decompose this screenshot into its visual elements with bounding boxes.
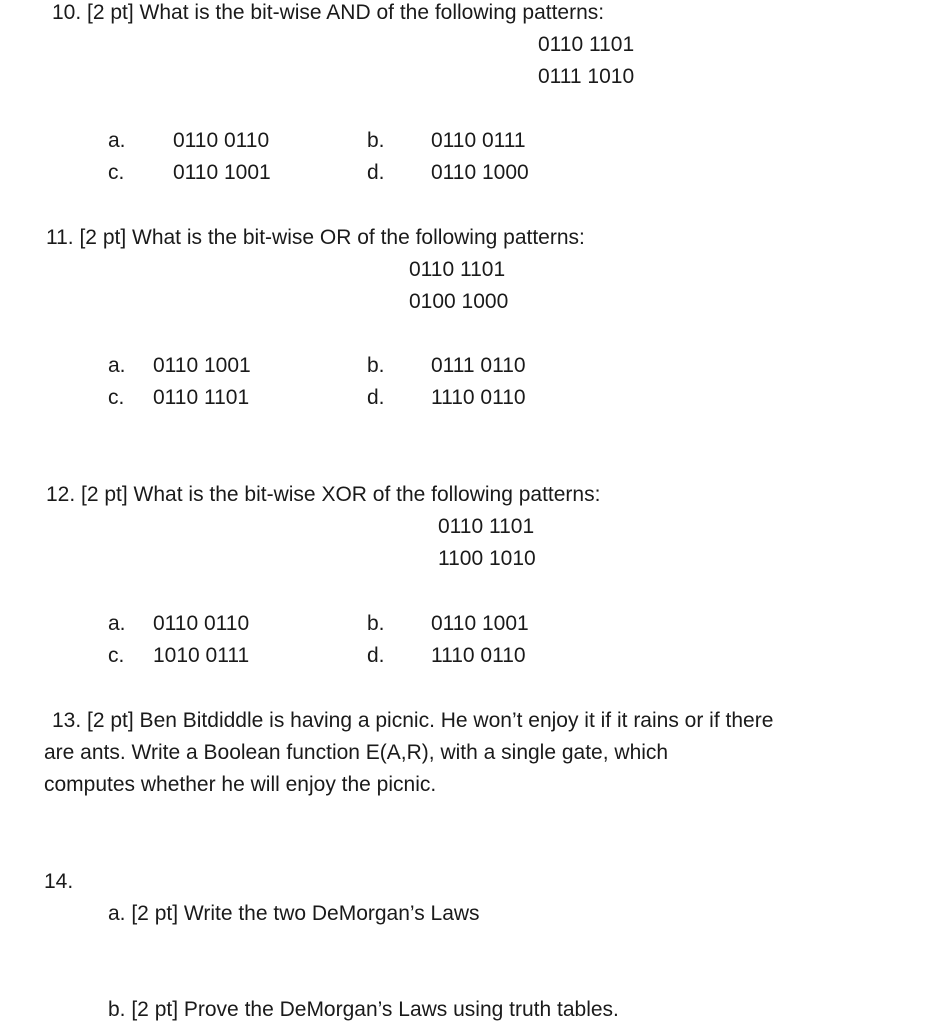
- q10-option-c-value: 0110 1001: [173, 161, 271, 184]
- q10-option-d-value: 0110 1000: [431, 161, 529, 184]
- q11-prompt: 11. [2 pt] What is the bit-wise OR of the following patterns:: [46, 226, 585, 249]
- q10-option-a-letter: a.: [108, 129, 126, 152]
- q11-option-b-letter: b.: [367, 354, 385, 377]
- q10-operand-1: 0110 1101: [538, 33, 635, 56]
- q10-option-d-letter: d.: [367, 161, 385, 184]
- q12-prompt: 12. [2 pt] What is the bit-wise XOR of the following patterns:: [46, 483, 601, 506]
- q11-operand-1: 0110 1101: [409, 258, 506, 281]
- q12-operand-1: 0110 1101: [438, 515, 535, 538]
- q12-option-c-letter: c.: [108, 644, 125, 667]
- q10-option-c-letter: c.: [108, 161, 125, 184]
- q12-option-b-letter: b.: [367, 612, 385, 635]
- q12-option-d-value: 1110 0110: [431, 644, 526, 667]
- q12-operand-2: 1100 1010: [438, 547, 536, 570]
- q11-option-b-value: 0111 0110: [431, 354, 526, 377]
- q10-option-a-value: 0110 0110: [173, 129, 270, 152]
- q11-option-a-letter: a.: [108, 354, 126, 377]
- q12-option-a-letter: a.: [108, 612, 126, 635]
- q10-prompt: 10. [2 pt] What is the bit-wise AND of the following patterns:: [52, 1, 605, 24]
- q14-number: 14.: [44, 870, 74, 893]
- q10-operand-2: 0111 1010: [538, 65, 635, 88]
- q11-operand-2: 0100 1000: [409, 290, 509, 313]
- q11-option-a-value: 0110 1001: [153, 354, 251, 377]
- q13-line-3: computes whether he will enjoy the picnic.: [44, 773, 437, 796]
- q11-option-d-letter: d.: [367, 386, 385, 409]
- q12-option-b-value: 0110 1001: [431, 612, 529, 635]
- q10-option-b-letter: b.: [367, 129, 385, 152]
- q10-option-b-value: 0110 0111: [431, 129, 526, 152]
- q12-option-d-letter: d.: [367, 644, 385, 667]
- q11-option-c-value: 0110 1101: [153, 386, 250, 409]
- q11-option-c-letter: c.: [108, 386, 125, 409]
- q12-option-a-value: 0110 0110: [153, 612, 250, 635]
- q12-option-c-value: 1010 0111: [153, 644, 250, 667]
- q11-option-d-value: 1110 0110: [431, 386, 526, 409]
- q13-line-2: are ants. Write a Boolean function E(A,R), with a single gate, which: [44, 741, 669, 764]
- q13-line-1: 13. [2 pt] Ben Bitdiddle is having a picnic. He won’t enjoy it if it rains or if there: [52, 709, 774, 732]
- q14-part-b: b. [2 pt] Prove the DeMorgan’s Laws using truth tables.: [108, 998, 619, 1021]
- q14-part-a: a. [2 pt] Write the two DeMorgan’s Laws: [108, 902, 480, 925]
